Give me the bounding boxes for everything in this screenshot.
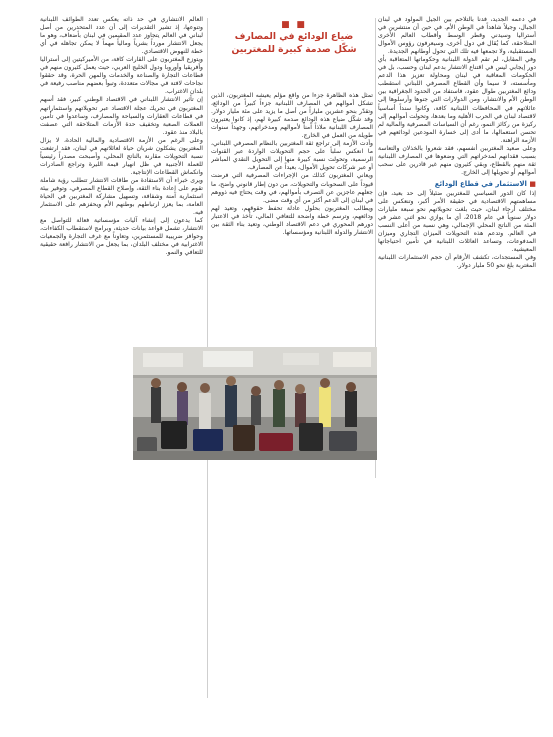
paragraph: ويطالب المغتربون بحلول عادلة تحفظ حقوقهم، وتعيد لهم ودائعهم، وترسم خطة واضحة للتعافي المالي، تأخذ في الاعتبار دورهم المحوري في دعم الاقتصاد الوطني، وتعيد بناء الثقة بين الانتشار والدولة اللبنانية ومؤسساتها. (211, 204, 373, 236)
paragraph: وعلى صعيد المغتربين أنفسهم، فقد شعروا بالخذلان والتعاسة بسبب فقدانهم لمدخراتهم التي وضعوها في المصارف اللبنانية ثقة منهم بالقطاع، وبقي كثيرون منهم غير قادرين على سحب أموالهم أو تحويلها إلى الخارج. (378, 144, 536, 176)
paragraph: ويعاني المغتربون كذلك من الإجراءات المصرفية التي فرضت قيوداً على السحوبات والتحويلات، من دون إطار قانوني واضح، ما جعلهم عاجزين عن التصرف بأموالهم، في وقت يحتاج فيه ذووهم في لبنان إلى الدعم أكثر من أي وقت مضى. (211, 172, 373, 204)
headline-line-1: ضياع الودائع في المصارف (234, 31, 354, 42)
paragraph: العالم الانتشاري في حد ذاته يعكس تعدد الطوائف اللبنانية وتنوعها، إذ تشير التقديرات إلى أن عدد المتحدرين من أصل لبناني في العالم يتجاوز عدد المقيمين في لبنان بأضعاف، وهو ما يجعل الانتشار مورداً بشرياً ومالياً مهماً لا يمكن تجاهله في أي خطة للنهوض الاقتصادي. (40, 16, 203, 56)
subhead-bullet-icon: ■ (526, 179, 536, 188)
paragraph: في دعمه الجديد، فدنا بالتلاحم بين الجيل المولود في لبنان الجبال، وجيلاً شاهداً في الوطن الأم. في حين أن منتشرين في أستراليا وسيدني وقطر الوسط وأقطاب العالم الأخرى المتلاحقة، كما يُقال في دول أخرى، وسيعرفون رؤوس الأموال المستقبلية، ولا تجمعها فيه تلك التي تحول أوطانهم الجديدة. (378, 16, 536, 56)
headline-ornament: ■ ■ (281, 20, 307, 30)
paragraph: ويتوزع المغتربون على القارات كافة، من الأميركيتين إلى أستراليا وأفريقيا وأوروبا ودول الخليج العربي، حيث يعمل كثيرون منهم في قطاعات التجارة والصناعة والخدمات والمهن الحرة، وقد حققوا نجاحات لافتة في مجالات متعددة، وتبوأ بعضهم مناصب رفيعة في بلدان الاغتراب. (40, 56, 203, 96)
photo-illustration (133, 347, 377, 460)
article-column-middle (211, 92, 373, 352)
article-column-right (378, 16, 536, 486)
paragraph: وفي المقابل، لم تقم الدولة اللبنانية وحكوماتها المتعاقبة بأي دور إيجابي ليس في اقتناع الانتشار بدعم لبنان وحسب، بل في الحكومات المعاقبة في لبنان ومحاولة تعزيز هذا الدعم ومأسسته، لا سيما وأن القطاع المصرفي اللبناني استقطب ودائع المغتربين طوال عقود، فاستفاد من الحدود الجغرافية بين الوطن الأم والانتشار، ومن الدولارات التي جنوها وأرسلوها إلى عائلاتهم في المحافظات اللبنانية كافة، وكانوا سنداً أساسياً لاقتصاد لبنان في الحرب الأهلية وما بعدها، وتحولت أموالهم إلى ركيزة من ركائز النمو، رغم أن السياسات المصرفية والمالية لم تحسن استعمالها، ما أدى إلى خسارة المودعين لودائعهم في الأزمة الراهنة. (378, 56, 536, 144)
paragraph: إن تأثير الانتشار اللبناني في الاقتصاد الوطني كبير، فقد أسهم المغتربون في تحريك عجلة الاقتصاد عبر تحويلاتهم واستثماراتهم في قطاعات العقارات والسياحة والمصارف، وساعدوا في تأمين العملات الصعبة وتخفيف حدة الأزمات المتلاحقة التي عصفت بالبلاد منذ عقود. (40, 96, 203, 136)
paragraph: وعلى الرغم من الأزمة الاقتصادية والمالية الحادة، لا يزال المغتربون يشكلون شريان حياة لعائلاتهم في لبنان، فقد ارتفعت نسبة التحويلات مقارنة بالناتج المحلي، وأصبحت مصدراً رئيسياً للعملة الأجنبية في ظل انهيار قيمة الليرة وتراجع الصادرات وانكماش القطاعات الإنتاجية. (40, 136, 203, 176)
paragraph: إذا كان الدور السياسي للمغتربين ضئيلاً إلى حد بعيد، فإن مساهمتهم الاقتصادية في حقيقة الأمر أكبر، وتنعكس على مختلف أرجاء لبنان، حيث بلغت تحويلاتهم نحو سبعة مليارات دولار سنوياً في عام 2018، أي ما يوازي نحو اثني عشر في المئة من الناتج المحلي الإجمالي، وهي نسبة من أعلى النسب في العالم. وتدعم هذه التحويلات الميزان التجاري وميزان المدفوعات، وتساعد العائلات اللبنانية في تأمين احتياجاتها المعيشية. (378, 189, 536, 254)
paragraph: تمثل هذه الظاهرة جزءاً من واقع مؤلم يعيشه المغتربون، الذين تشكل أموالهم في المصارف اللبنانية جزءاً كبيراً من الودائع، وتقدّر بنحو عشرين ملياراً من أصل ما يزيد على مئة مليار دولار. وقد شكّل ضياع هذه الودائع صدمة كبيرة لهم، إذ كانوا يعتبرون المصارف اللبنانية ملاذاً آمناً لأموالهم ومدخراتهم، وجهداً سنوات طويلة من العمل في الخارج. (211, 92, 373, 140)
paragraph: وفي المستجدات، تكشف الأرقام أن حجم الاستثمارات اللبنانية المغتربة بلغ نحو 50 مليار دولار. (378, 254, 536, 270)
airport-travelers-photo (133, 347, 377, 460)
paragraph: وأدت الأزمة إلى تراجع ثقة المغتربين بالنظام المصرفي اللبناني، ما انعكس سلباً على حجم التحويلات الواردة عبر القنوات الرسمية، وتحولت نسبة كبيرة منها إلى التحويل النقدي المباشر أو عبر شركات تحويل الأموال، بعيداً عن المصارف. (211, 140, 373, 172)
paragraph: ويرى خبراء أن الاستفادة من طاقات الانتشار تتطلب رؤية شاملة تقوم على إعادة بناء الثقة، وإصلاح القطاع المصرفي، وتوفير بيئة استثمارية آمنة وشفافة، وتسهيل مشاركة المغتربين في الحياة العامة، بما يعزز ارتباطهم بوطنهم الأم ويحفزهم على الاستثمار فيه. (40, 176, 203, 217)
subhead-text: الاستثمار في قطاع الودائع (434, 179, 527, 188)
paragraph: كما يدعون إلى إنشاء آليات مؤسساتية فعالة للتواصل مع الانتشار، تشمل قواعد بيانات حديثة، وبرامج لاستقطاب الكفاءات، وحوافز ضريبية للمستثمرين، وتعاوناً مع غرف التجارة والجمعيات الاغترابية في مختلف البلدان، بما يجعل من الانتشار رافعة حقيقية للتعافي والنمو. (40, 217, 203, 257)
headline (215, 20, 373, 78)
section-subhead (378, 179, 536, 189)
headline-line-2: شكّل صدمة كبيرة للمغتربين (231, 44, 357, 55)
